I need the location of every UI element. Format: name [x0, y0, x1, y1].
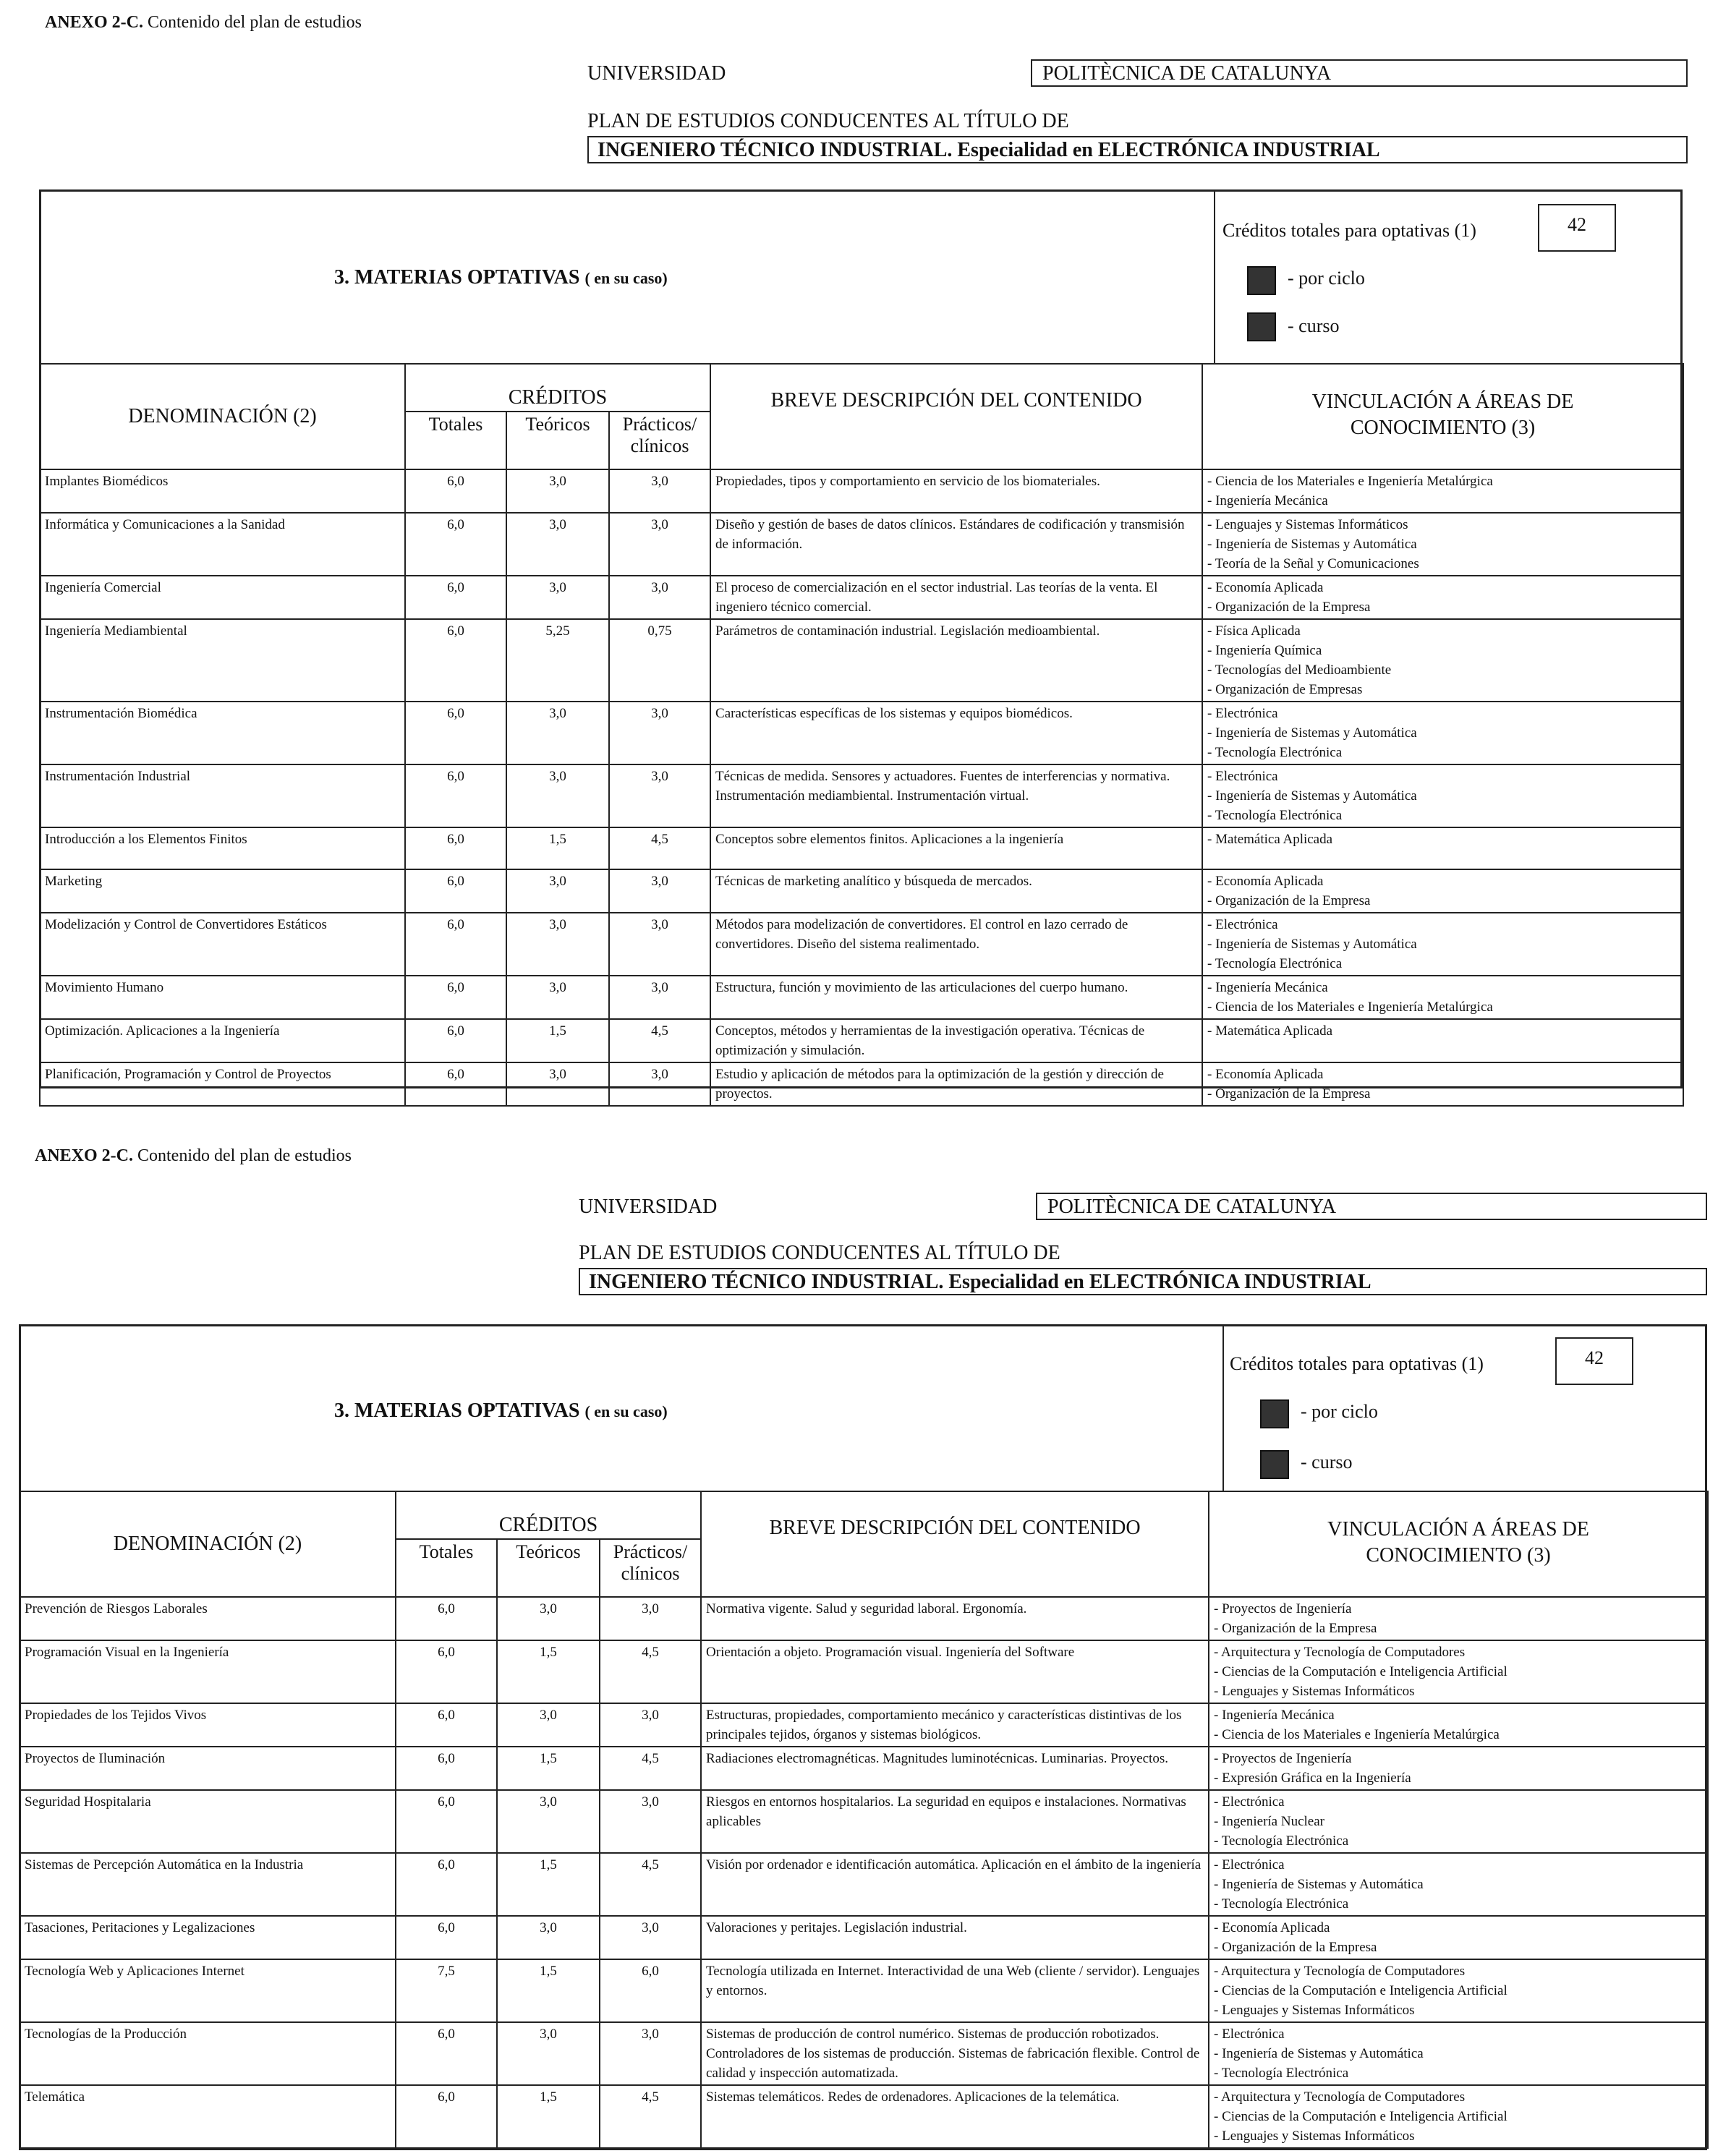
- knowledge-areas: - Proyectos de Ingeniería - Organización de la Empresa: [1209, 1597, 1708, 1640]
- credits-total: 6,0: [405, 1019, 506, 1062]
- subject-name: Modelización y Control de Convertidores Estáticos: [40, 913, 405, 976]
- description: Visión por ordenador e identificación automática. Aplicación en el ámbito de la ingeniería: [701, 1853, 1209, 1916]
- table-row: [40, 469, 1683, 513]
- description: El proceso de comercialización en el sector industrial. Las teorías de la venta. El ingeniero técnico comercial.: [710, 576, 1202, 619]
- knowledge-areas: - Arquitectura y Tecnología de Computadores - Ciencias de la Computación e Inteligencia Artificial - Lenguajes y Sistemas Informáticos: [1209, 1640, 1708, 1703]
- subject-name: Implantes Biomédicos: [40, 469, 405, 513]
- subject-name: Instrumentación Industrial: [40, 764, 405, 827]
- table-row: [40, 1019, 1683, 1062]
- credits-total: 6,0: [396, 2022, 497, 2085]
- knowledge-areas: - Economía Aplicada - Organización de la Empresa: [1202, 1062, 1683, 1106]
- credits-practice: 3,0: [609, 913, 710, 976]
- subject-name: Telemática: [20, 2085, 396, 2148]
- table-row: [40, 869, 1683, 913]
- credits-divider: [1222, 1324, 1707, 1492]
- table-row: [40, 619, 1683, 702]
- credits-total-value: 42: [1538, 204, 1616, 252]
- knowledge-areas: - Economía Aplicada - Organización de la Empresa: [1202, 869, 1683, 913]
- credits-practice: 4,5: [600, 1747, 701, 1790]
- university-label: UNIVERSIDAD: [579, 1196, 718, 1218]
- table-row: [20, 1747, 1708, 1790]
- credits-theory: 1,5: [497, 2085, 600, 2148]
- credits-practice: 3,0: [609, 576, 710, 619]
- table-row: [20, 2085, 1708, 2148]
- description: Propiedades, tipos y comportamiento en servicio de los biomateriales.: [710, 469, 1202, 513]
- description: Características específicas de los sistemas y equipos biomédicos.: [710, 702, 1202, 764]
- col-totales: Totales: [405, 412, 506, 469]
- credits-total-label: Créditos totales para optativas (1): [1222, 220, 1476, 241]
- knowledge-areas: - Física Aplicada - Ingeniería Química - Tecnologías del Medioambiente - Organización de Empresas: [1202, 619, 1683, 702]
- subject-name: Planificación, Programación y Control de Proyectos: [40, 1062, 405, 1106]
- credits-theory: 3,0: [506, 764, 609, 827]
- annex-heading: ANEXO 2-C. Contenido del plan de estudios: [35, 1146, 352, 1165]
- credits-practice: 3,0: [609, 976, 710, 1019]
- credits-practice: 4,5: [600, 2085, 701, 2148]
- col-denominacion: DENOMINACIÓN (2): [40, 364, 405, 469]
- credits-total: 6,0: [396, 2085, 497, 2148]
- credits-theory: 3,0: [506, 469, 609, 513]
- col-teoricos: Teóricos: [497, 1539, 600, 1597]
- description: Técnicas de medida. Sensores y actuadores. Fuentes de interferencias y normativa. Instrumentación mediambiental. Instrumentación virtual.: [710, 764, 1202, 827]
- subject-name: Prevención de Riesgos Laborales: [20, 1597, 396, 1640]
- credits-theory: 3,0: [497, 1916, 600, 1959]
- credits-total: 6,0: [405, 576, 506, 619]
- description: Sistemas telemáticos. Redes de ordenadores. Aplicaciones de la telemática.: [701, 2085, 1209, 2148]
- knowledge-areas: - Matemática Aplicada: [1202, 1019, 1683, 1062]
- subject-name: Seguridad Hospitalaria: [20, 1790, 396, 1853]
- table-row: [40, 702, 1683, 764]
- description: Radiaciones electromagnéticas. Magnitudes luminotécnicas. Luminarias. Proyectos.: [701, 1747, 1209, 1790]
- description: Orientación a objeto. Programación visual. Ingeniería del Software: [701, 1640, 1209, 1703]
- table-row: [40, 827, 1683, 869]
- credits-total: 6,0: [405, 513, 506, 576]
- per-cycle-label: - por ciclo: [1301, 1401, 1378, 1422]
- table-row: [40, 764, 1683, 827]
- credits-theory: 1,5: [497, 1747, 600, 1790]
- table-row: [20, 1916, 1708, 1959]
- description: Tecnología utilizada en Internet. Interactividad de una Web (cliente / servidor). Lenguajes y entornos.: [701, 1959, 1209, 2022]
- description: Estudio y aplicación de métodos para la optimización de la gestión y dirección de proyectos.: [710, 1062, 1202, 1106]
- credits-theory: 3,0: [497, 1790, 600, 1853]
- credits-total: 6,0: [405, 764, 506, 827]
- knowledge-areas: - Economía Aplicada - Organización de la Empresa: [1202, 576, 1683, 619]
- description: Estructuras, propiedades, comportamiento mecánico y características distintivas de los principales tejidos, órganos y sistemas biológicos.: [701, 1703, 1209, 1747]
- table-row: [20, 1959, 1708, 2022]
- credits-practice: 4,5: [609, 1019, 710, 1062]
- knowledge-areas: - Electrónica - Ingeniería de Sistemas y Automática - Tecnología Electrónica: [1202, 764, 1683, 827]
- checkbox-per-course: [1260, 1450, 1289, 1479]
- subject-name: Introducción a los Elementos Finitos: [40, 827, 405, 869]
- description: Riesgos en entornos hospitalarios. La seguridad en equipos e instalaciones. Normativas aplicables: [701, 1790, 1209, 1853]
- credits-theory: 3,0: [506, 913, 609, 976]
- credits-theory: 1,5: [506, 827, 609, 869]
- plan-label: PLAN DE ESTUDIOS CONDUCENTES AL TÍTULO DE: [587, 110, 1069, 132]
- credits-theory: 5,25: [506, 619, 609, 702]
- table-row: [40, 576, 1683, 619]
- university-name-box: POLITÈCNICA DE CATALUNYA: [1036, 1193, 1707, 1220]
- table-row: [20, 1853, 1708, 1916]
- table-row: [20, 1640, 1708, 1703]
- col-practicos: Prácticos/ clínicos: [609, 412, 710, 469]
- table-row: [40, 976, 1683, 1019]
- description: Métodos para modelización de convertidores. El control en lazo cerrado de convertidores. Diseño del sistema realimentado.: [710, 913, 1202, 976]
- checkbox-per-cycle: [1260, 1399, 1289, 1428]
- credits-total: 6,0: [405, 827, 506, 869]
- university-label: UNIVERSIDAD: [587, 62, 726, 85]
- col-teoricos: Teóricos: [506, 412, 609, 469]
- per-course-label: - curso: [1301, 1452, 1353, 1473]
- table-row: [20, 1790, 1708, 1853]
- credits-total: 6,0: [405, 869, 506, 913]
- description: Parámetros de contaminación industrial. Legislación medioambiental.: [710, 619, 1202, 702]
- credits-theory: 3,0: [506, 513, 609, 576]
- degree-box: INGENIERO TÉCNICO INDUSTRIAL. Especialidad en ELECTRÓNICA INDUSTRIAL: [579, 1268, 1707, 1295]
- description: Conceptos, métodos y herramientas de la investigación operativa. Técnicas de optimización y simulación.: [710, 1019, 1202, 1062]
- section-title: 3. MATERIAS OPTATIVAS ( en su caso): [334, 266, 668, 289]
- credits-theory: 3,0: [506, 869, 609, 913]
- knowledge-areas: - Economía Aplicada - Organización de la Empresa: [1209, 1916, 1708, 1959]
- annex-heading: ANEXO 2-C. Contenido del plan de estudios: [45, 13, 362, 32]
- credits-total: 6,0: [405, 1062, 506, 1106]
- description: Normativa vigente. Salud y seguridad laboral. Ergonomía.: [701, 1597, 1209, 1640]
- col-denominacion: DENOMINACIÓN (2): [20, 1491, 396, 1597]
- credits-practice: 0,75: [609, 619, 710, 702]
- subject-name: Informática y Comunicaciones a la Sanidad: [40, 513, 405, 576]
- subject-name: Programación Visual en la Ingeniería: [20, 1640, 396, 1703]
- credits-practice: 4,5: [600, 1640, 701, 1703]
- credits-total: 6,0: [405, 913, 506, 976]
- credits-total: 6,0: [405, 702, 506, 764]
- description: Estructura, función y movimiento de las articulaciones del cuerpo humano.: [710, 976, 1202, 1019]
- optional-subjects-table: [39, 363, 1684, 1107]
- credits-total: 6,0: [396, 1703, 497, 1747]
- credits-theory: 3,0: [497, 1703, 600, 1747]
- credits-theory: 3,0: [497, 1597, 600, 1640]
- subject-name: Marketing: [40, 869, 405, 913]
- subject-name: Tasaciones, Peritaciones y Legalizaciones: [20, 1916, 396, 1959]
- subject-name: Instrumentación Biomédica: [40, 702, 405, 764]
- credits-theory: 1,5: [497, 1640, 600, 1703]
- table-row: [20, 2022, 1708, 2085]
- description: Diseño y gestión de bases de datos clínicos. Estándares de codificación y transmisión de información.: [710, 513, 1202, 576]
- credits-total: 6,0: [396, 1790, 497, 1853]
- credits-practice: 3,0: [600, 1790, 701, 1853]
- checkbox-per-course: [1247, 312, 1276, 341]
- col-creditos: CRÉDITOS: [405, 364, 710, 412]
- credits-practice: 3,0: [609, 869, 710, 913]
- col-descripcion: BREVE DESCRIPCIÓN DEL CONTENIDO: [701, 1491, 1209, 1597]
- col-practicos: Prácticos/ clínicos: [600, 1539, 701, 1597]
- credits-theory: 3,0: [506, 1062, 609, 1106]
- col-totales: Totales: [396, 1539, 497, 1597]
- degree-box: INGENIERO TÉCNICO INDUSTRIAL. Especialidad en ELECTRÓNICA INDUSTRIAL: [587, 136, 1688, 163]
- credits-total: 6,0: [396, 1597, 497, 1640]
- knowledge-areas: - Electrónica - Ingeniería de Sistemas y Automática - Tecnología Electrónica: [1202, 702, 1683, 764]
- credits-practice: 3,0: [609, 702, 710, 764]
- subject-name: Optimización. Aplicaciones a la Ingeniería: [40, 1019, 405, 1062]
- knowledge-areas: - Ingeniería Mecánica - Ciencia de los Materiales e Ingeniería Metalúrgica: [1209, 1703, 1708, 1747]
- description: Sistemas de producción de control numérico. Sistemas de producción robotizados. Controladores de los sistemas de producción. Sistemas de fabricación flexible. Control de calidad y inspección automatizada.: [701, 2022, 1209, 2085]
- credits-theory: 1,5: [506, 1019, 609, 1062]
- subject-name: Movimiento Humano: [40, 976, 405, 1019]
- optional-subjects-table: [19, 1491, 1709, 2149]
- per-cycle-label: - por ciclo: [1288, 268, 1365, 289]
- description: Conceptos sobre elementos finitos. Aplicaciones a la ingeniería: [710, 827, 1202, 869]
- description: Técnicas de marketing analítico y búsqueda de mercados.: [710, 869, 1202, 913]
- knowledge-areas: - Matemática Aplicada: [1202, 827, 1683, 869]
- subject-name: Ingeniería Mediambiental: [40, 619, 405, 702]
- knowledge-areas: - Ciencia de los Materiales e Ingeniería Metalúrgica - Ingeniería Mecánica: [1202, 469, 1683, 513]
- credits-total-value: 42: [1555, 1337, 1633, 1385]
- subject-name: Proyectos de Iluminación: [20, 1747, 396, 1790]
- credits-practice: 3,0: [600, 2022, 701, 2085]
- plan-label: PLAN DE ESTUDIOS CONDUCENTES AL TÍTULO DE: [579, 1242, 1060, 1264]
- credits-practice: 6,0: [600, 1959, 701, 2022]
- credits-practice: 3,0: [609, 1062, 710, 1106]
- credits-theory: 3,0: [506, 976, 609, 1019]
- credits-theory: 3,0: [506, 576, 609, 619]
- col-vinculacion: VINCULACIÓN A ÁREAS DE CONOCIMIENTO (3): [1202, 364, 1683, 469]
- knowledge-areas: - Ingeniería Mecánica - Ciencia de los Materiales e Ingeniería Metalúrgica: [1202, 976, 1683, 1019]
- credits-theory: 1,5: [497, 1853, 600, 1916]
- credits-total: 6,0: [396, 1916, 497, 1959]
- knowledge-areas: - Proyectos de Ingeniería - Expresión Gráfica en la Ingeniería: [1209, 1747, 1708, 1790]
- table-row: [40, 513, 1683, 576]
- table-row: [20, 1703, 1708, 1747]
- per-course-label: - curso: [1288, 315, 1340, 336]
- table-row: [20, 1597, 1708, 1640]
- credits-total: 6,0: [396, 1747, 497, 1790]
- description: Valoraciones y peritajes. Legislación industrial.: [701, 1916, 1209, 1959]
- subject-name: Tecnologías de la Producción: [20, 2022, 396, 2085]
- subject-name: Tecnología Web y Aplicaciones Internet: [20, 1959, 396, 2022]
- subject-name: Sistemas de Percepción Automática en la Industria: [20, 1853, 396, 1916]
- checkbox-per-cycle: [1247, 266, 1276, 295]
- credits-total: 6,0: [396, 1640, 497, 1703]
- credits-total: 6,0: [405, 976, 506, 1019]
- credits-total: 7,5: [396, 1959, 497, 2022]
- credits-theory: 1,5: [497, 1959, 600, 2022]
- credits-practice: 3,0: [609, 469, 710, 513]
- subject-name: Ingeniería Comercial: [40, 576, 405, 619]
- credits-practice: 3,0: [600, 1703, 701, 1747]
- credits-total: 6,0: [405, 619, 506, 702]
- table-row: [40, 913, 1683, 976]
- knowledge-areas: - Arquitectura y Tecnología de Computadores - Ciencias de la Computación e Inteligencia Artificial - Lenguajes y Sistemas Informáticos: [1209, 1959, 1708, 2022]
- credits-practice: 3,0: [600, 1916, 701, 1959]
- credits-total: 6,0: [405, 469, 506, 513]
- knowledge-areas: - Lenguajes y Sistemas Informáticos - Ingeniería de Sistemas y Automática - Teoría de la Señal y Comunicaciones: [1202, 513, 1683, 576]
- credits-practice: 3,0: [609, 513, 710, 576]
- credits-total: 6,0: [396, 1853, 497, 1916]
- credits-practice: 4,5: [600, 1853, 701, 1916]
- section-title: 3. MATERIAS OPTATIVAS ( en su caso): [334, 1399, 668, 1422]
- knowledge-areas: - Electrónica - Ingeniería Nuclear - Tecnología Electrónica: [1209, 1790, 1708, 1853]
- knowledge-areas: - Electrónica - Ingeniería de Sistemas y Automática - Tecnología Electrónica: [1209, 2022, 1708, 2085]
- credits-theory: 3,0: [497, 2022, 600, 2085]
- knowledge-areas: - Electrónica - Ingeniería de Sistemas y Automática - Tecnología Electrónica: [1202, 913, 1683, 976]
- credits-practice: 3,0: [600, 1597, 701, 1640]
- credits-total-label: Créditos totales para optativas (1): [1230, 1353, 1484, 1374]
- credits-theory: 3,0: [506, 702, 609, 764]
- subject-name: Propiedades de los Tejidos Vivos: [20, 1703, 396, 1747]
- knowledge-areas: - Arquitectura y Tecnología de Computadores - Ciencias de la Computación e Inteligencia Artificial - Lenguajes y Sistemas Informáticos: [1209, 2085, 1708, 2148]
- col-creditos: CRÉDITOS: [396, 1491, 701, 1539]
- col-descripcion: BREVE DESCRIPCIÓN DEL CONTENIDO: [710, 364, 1202, 469]
- col-vinculacion: VINCULACIÓN A ÁREAS DE CONOCIMIENTO (3): [1209, 1491, 1708, 1597]
- knowledge-areas: - Electrónica - Ingeniería de Sistemas y Automática - Tecnología Electrónica: [1209, 1853, 1708, 1916]
- university-name-box: POLITÈCNICA DE CATALUNYA: [1031, 59, 1688, 87]
- table-row: [40, 1062, 1683, 1106]
- credits-practice: 3,0: [609, 764, 710, 827]
- credits-practice: 4,5: [609, 827, 710, 869]
